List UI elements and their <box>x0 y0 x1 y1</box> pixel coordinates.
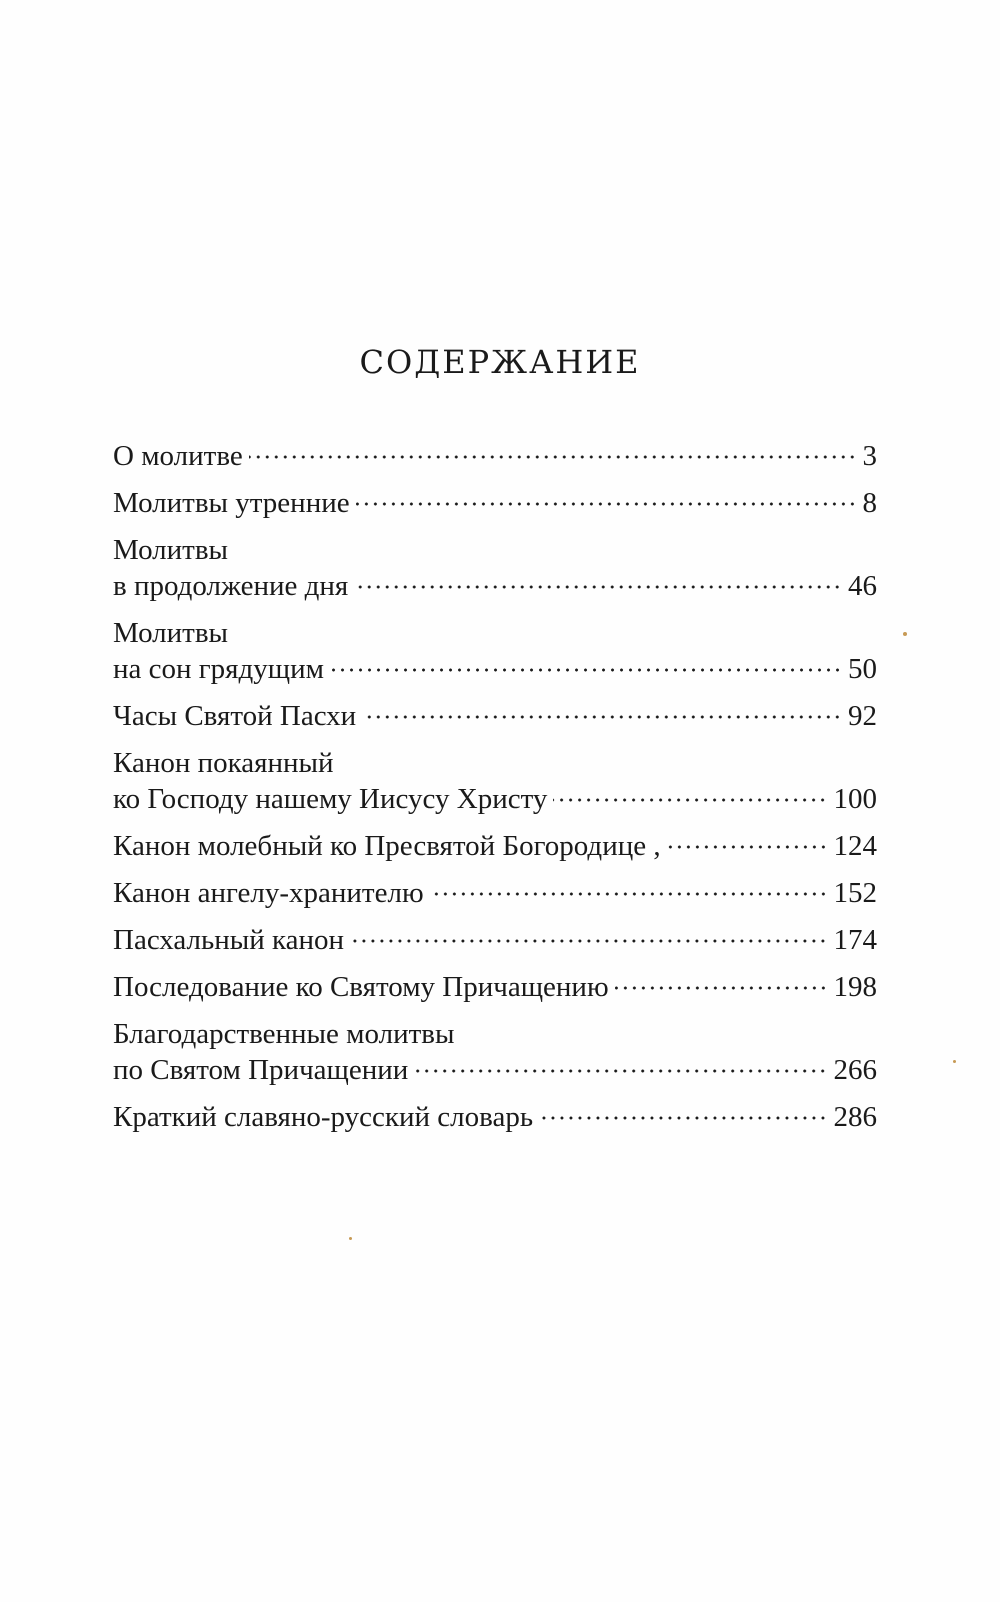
toc-entry <box>113 745 877 817</box>
dot-leader <box>362 713 842 721</box>
toc-entry <box>113 438 877 474</box>
toc-entry <box>113 615 877 687</box>
toc-page-number: 174 <box>833 924 877 956</box>
toc-entry <box>113 875 877 911</box>
toc-page-number: 3 <box>862 440 877 472</box>
toc-entry <box>113 828 877 864</box>
toc-entry <box>113 1016 877 1088</box>
toc-page-number: 46 <box>848 570 877 602</box>
dot-leader <box>553 796 827 804</box>
toc-entry <box>113 1099 877 1135</box>
toc-row <box>113 651 877 687</box>
dot-leader <box>356 500 857 508</box>
toc-entry-title: Молитвы утренние <box>113 487 350 519</box>
dot-leader <box>430 890 828 898</box>
toc-entry-title: Последование ко Святому Причащению <box>113 971 609 1003</box>
toc-row <box>113 568 877 604</box>
paper-speck <box>349 1237 352 1240</box>
toc-entry-title: Канон молебный ко Пресвятой Богородице , <box>113 830 661 862</box>
toc-entry <box>113 485 877 521</box>
toc-entry-title: в продолжение дня <box>113 570 349 602</box>
toc-row <box>113 698 877 734</box>
toc-entry <box>113 922 877 958</box>
toc-row <box>113 485 877 521</box>
toc-page-number: 92 <box>848 700 877 732</box>
toc-entry-title: Краткий славяно-русский словарь <box>113 1101 534 1133</box>
toc-row <box>113 781 877 817</box>
toc-entry-title: ко Господу нашему Иисусу Христу <box>113 783 548 815</box>
dot-leader <box>667 843 828 851</box>
dot-leader <box>350 937 827 945</box>
toc-entry <box>113 698 877 734</box>
dot-leader <box>539 1114 827 1122</box>
toc-page-number: 124 <box>833 830 877 862</box>
dot-leader <box>414 1067 827 1075</box>
toc-row <box>113 969 877 1005</box>
page-title: содержание <box>359 330 641 384</box>
toc-entry <box>113 969 877 1005</box>
dot-leader <box>354 583 842 591</box>
toc-page-number: 100 <box>833 783 877 815</box>
toc-entry-title: Пасхальный канон <box>113 924 345 956</box>
paper-speck <box>953 1060 956 1063</box>
toc-page-number: 152 <box>833 877 877 909</box>
toc-row <box>113 1099 877 1135</box>
toc-row <box>113 875 877 911</box>
toc-entry-title-line: Благодарственные молитвы <box>113 1018 455 1050</box>
toc-entry-title: Часы Святой Пасхи <box>113 700 357 732</box>
dot-leader <box>330 666 842 674</box>
toc-page-number: 8 <box>862 487 877 519</box>
toc-page-number: 50 <box>848 653 877 685</box>
toc-row <box>113 1052 877 1088</box>
toc-entry-title: на сон грядущим <box>113 653 324 685</box>
toc-entry-title: О молитве <box>113 440 243 472</box>
toc-page-number: 286 <box>833 1101 877 1133</box>
toc-entry-title-line: Канон покаянный <box>113 747 334 779</box>
toc-row <box>113 828 877 864</box>
toc-entry-title-line: Молитвы <box>113 534 229 566</box>
toc-row <box>113 438 877 474</box>
toc-entry-title: Канон ангелу-хранителю <box>113 877 424 909</box>
toc-row <box>113 922 877 958</box>
toc-entry-title: по Святом Причащении <box>113 1054 409 1086</box>
paper-speck <box>903 632 907 636</box>
toc-page-number: 198 <box>833 971 877 1003</box>
table-of-contents <box>113 438 877 1146</box>
toc-entry <box>113 532 877 604</box>
dot-leader <box>249 453 857 461</box>
toc-page-number: 266 <box>833 1054 877 1086</box>
dot-leader <box>615 984 828 992</box>
toc-entry-title-line: Молитвы <box>113 617 229 649</box>
